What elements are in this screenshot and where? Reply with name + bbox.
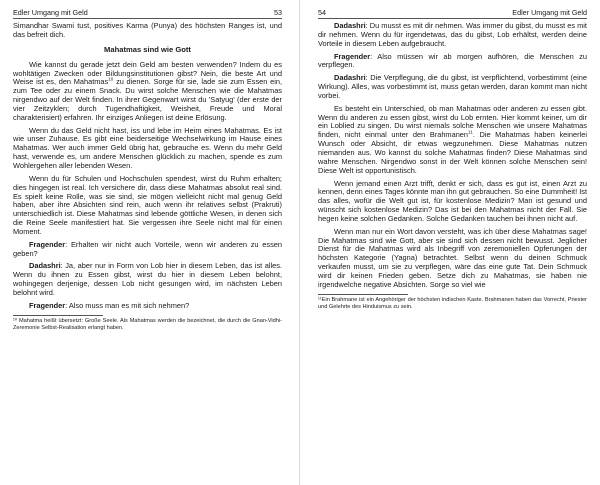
text-span: Es besteht ein Unterschied, ob man Mahatmas oder anderen zu essen gibt. Wenn du anderen zu essen gibst, wirst du Lob ernten. Hier kommt keiner, um dir ein Loblied zu singen. Du wirst niemals solche Menschen wie unsere Mahatmas finden, nicht einmal unter den Brahmanen bbox=[318, 103, 587, 140]
speaker-name: Fragender bbox=[29, 239, 66, 249]
dialogue-text: : Die Verpflegung, die du gibst, ist verpflichtend, vorbestimmt (eine Wirkung). Alles, was vorbestimmt ist, muss getan werden, daran kommt man nicht vorbei. bbox=[318, 73, 587, 100]
speaker-name: Fragender bbox=[29, 300, 66, 310]
running-title: Edler Umgang mit Geld bbox=[13, 8, 88, 17]
footnote-marker: 11 bbox=[468, 129, 473, 135]
dialogue-answer bbox=[13, 262, 282, 297]
paragraph: Wenn man nur ein Wort davon versteht, was ich über diese Mahatmas sage! Die Mahatmas sind wie Gott, aber sie sind sich dessen nicht bewusst. Jeglicher Dienst für die Mahatmas wird als Inbegriff von zeremoniellen Opferungen der höchsten Kategorie (Yagna) betrachtet. Selbst wenn du deinen Schmuck verkaufen musst, um sie zu verpflegen, wäre das eine gute Tat. Dein Schmuck wird dir keinen Frieden geben. Setze dich zu Mahatmas, sie haben nie irgendwelche negative Absichten. Sorge so viel wie bbox=[318, 226, 587, 289]
speaker-name: Dadashri bbox=[334, 21, 366, 30]
dialogue-question bbox=[13, 241, 282, 259]
page-number: 54 bbox=[318, 8, 326, 17]
dialogue-answer bbox=[318, 74, 587, 101]
paragraph bbox=[13, 61, 282, 123]
page-header bbox=[13, 8, 282, 19]
text-span: Wie kannst du gerade jetzt dein Geld am besten verwenden? Indem du es wohltätigen Zwecken oder Bildungsinstitutionen gibst? Nein, die beste Art und Weise ist es, den Mahatmas bbox=[13, 59, 282, 87]
dialogue-question bbox=[318, 53, 587, 71]
speaker-name: Dadashri bbox=[29, 261, 61, 271]
page-number: 53 bbox=[274, 8, 282, 17]
text-span: zu dienen. Sorge für sie, lade sie zum Essen ein, zum Tee oder zu einem Snack. Du wirst solche Menschen wie die Mahatmas nirgendwo auf der Welt finden. In ihrer Gegenwart wirst du 'Satyug' (der erste der vier Zeitzyklen; durch Tugendhaftigkeit, Weisheit, Freude und Moral charakterisiert) erfahren. Ihr einziges Anliegen ist deine Erlösung. bbox=[13, 77, 282, 122]
footnote-divider bbox=[318, 294, 408, 295]
running-title: Edler Umgang mit Geld bbox=[512, 8, 587, 17]
dialogue-answer bbox=[318, 22, 587, 49]
text-span: . Die Mahatmas haben keinerlei Wunsch oder Absicht, dir etwas wegzunehmen. Diese Mahatmas nutzen niemanden aus. Wo kannst du solche Mahatmas finden? Diese Mahatmas sind wahre Menschen. Nirgendwo sonst in der Welt können solche Menschen sein! Diese Welt ist opportunistisch. bbox=[318, 130, 587, 175]
dialogue-text: : Du musst es mit dir nehmen. Was immer du gibst, du musst es mit dir nehmen. Wenn du für irgendetwas, das du gibst, Lob erhältst, werden deine Vorteile in diesem Leben aufgebraucht. bbox=[318, 21, 587, 48]
right-page bbox=[300, 0, 600, 485]
footnote-marker: 10 bbox=[108, 76, 114, 82]
paragraph: Wenn du für Schulen und Hochschulen spendest, wirst du Ruhm erhalten; dies hingegen ist real. Ich versichere dir, dass diese Mahatmas absolut real sind. Es spielt keine Rolle, was sie sind, sie mögen vielleicht nicht mal genug Geld haben, aber ihre Absichten sind rein, auch wenn ihr relatives selbst (Prakruti) unterschiedlich ist. Diese Mahatmas sind lebende göttliche Wesen, in denen sich die Reine Seele manifestiert hat. Sie vergessen ihre Seele nicht mal für einen Moment. bbox=[13, 173, 282, 236]
footnote: ¹⁰ Mahatma heißt übersetzt: Große Seele. Als Mahatmas werden die bezeichnet, die durch die Gnan-Vidhi-Zeremonie Selbst-Realisation erlangt haben. bbox=[13, 317, 282, 331]
page-header bbox=[318, 8, 587, 19]
dialogue-text: : Also müssen wir ab morgen aufhören, die Menschen zu verpflegen. bbox=[318, 51, 587, 70]
footnote-divider bbox=[13, 315, 103, 316]
paragraph: Wenn du das Geld nicht hast, iss und lebe im Heim eines Mahatmas. Es ist wie unser Zuhause. Es gibt eine beiderseitige Wechselwirkung im Hause eines Mahatmas. Wer auch immer Geld übrig hat, gebrauche es. Wenn du mehr Geld hast, verwende es, um andere Menschen glücklich zu machen, spende es zum Wohlergehen aller lebenden Wesen. bbox=[13, 125, 282, 170]
paragraph bbox=[318, 105, 587, 176]
dialogue-text: : Erhalten wir nicht auch Vorteile, wenn wir anderen zu essen geben? bbox=[13, 239, 282, 258]
speaker-name: Fragender bbox=[334, 51, 371, 61]
paragraph: Wenn jemand einen Arzt trifft, denkt er sich, dass es gut ist, einen Arzt zu kennen, denn eines Tages könnte man ihn gut gebrauchen. So eine Dummheit! Ist das alles, wofür die Welt gut ist, für kostenlose Medizin? Man ist gesund und wünscht sich kostenlose Medizin? Das ist bei den Mahatmas nicht der Fall. Sie hegen keine solchen Gedanken. Solche Gedanken tauchen bei ihnen nicht auf. bbox=[318, 178, 587, 223]
footnote: ¹¹Ein Brahmane ist ein Angehöriger der höchsten indischen Kaste. Brahmanen haben das Vorrecht, Priester und Gelehrte des Hinduismus zu sein. bbox=[318, 296, 587, 310]
paragraph: Simandhar Swami tust, positives Karma (Punya) des höchsten Ranges ist, und das befreit dich. bbox=[13, 21, 282, 39]
dialogue-question bbox=[13, 302, 282, 311]
dialogue-text: : Ja, aber nur in Form von Lob hier in diesem Leben, das ist alles. Wenn du ihnen zu Essen gibst, wirst du hier in diesem Leben belohnt, wohingegen derjenige, dessen Lob nicht gesungen wird, im nächsten Leben belohnt wird. bbox=[13, 261, 282, 297]
speaker-name: Dadashri bbox=[334, 73, 366, 83]
dialogue-text: : Also muss man es mit sich nehmen? bbox=[65, 300, 190, 310]
section-heading: Mahatmas sind wie Gott bbox=[104, 44, 191, 54]
